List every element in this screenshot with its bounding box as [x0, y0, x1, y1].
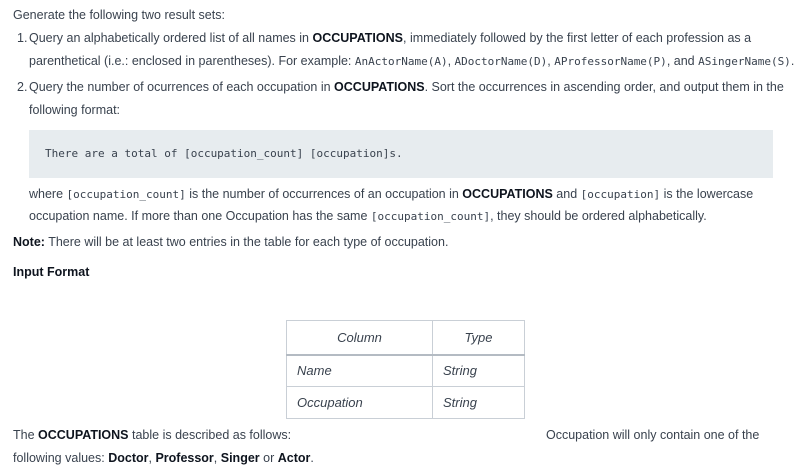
item-1-line-1 [29, 31, 751, 45]
described-right-text: Occupation will only contain one of the [546, 428, 760, 442]
where-text: is the number of occurrences of an occupation in [185, 187, 463, 201]
value-doctor: Doctor [108, 451, 149, 465]
table-row [287, 387, 525, 419]
described-line-1 [13, 428, 291, 442]
table-name: OCCUPATIONS [312, 31, 403, 45]
table-row [287, 355, 525, 387]
item-1-number: 1. [17, 31, 28, 45]
cell-type: String [433, 355, 525, 387]
where-text: and [552, 187, 581, 201]
described-text: following values: [13, 451, 109, 465]
table-header-row [287, 321, 525, 355]
separator: , [148, 451, 156, 465]
note-label: Note: [13, 235, 45, 249]
example-actor: AnActorName(A) [354, 55, 448, 68]
cell-column: Name [287, 355, 433, 387]
columns-table [286, 320, 525, 419]
described-line-2 [13, 451, 314, 465]
where-text: where [29, 187, 67, 201]
where-line-2 [29, 209, 707, 223]
input-format-heading [13, 265, 89, 279]
separator: , [447, 54, 455, 68]
item-1-example-intro: parenthetical (i.e.: enclosed in parentheses). For example: [29, 54, 355, 68]
example-doctor: ADoctorName(D) [454, 55, 548, 68]
table-name: OCCUPATIONS [462, 187, 553, 201]
item-2-line-2: following format: [29, 103, 121, 117]
item-2-text-end: . Sort the occurrences in ascending order, and output them in the [424, 80, 784, 94]
occupation-count-code: [occupation_count] [66, 188, 186, 201]
output-format-code-block [29, 130, 773, 178]
output-format-code: There are a total of [occupation_count] [occupation]s. [45, 147, 403, 160]
occupation-code: [occupation] [580, 188, 661, 201]
header-type: Type [433, 321, 525, 355]
where-line-1 [29, 187, 753, 201]
item-2-text: Query the number of ocurrences of each occupation in [29, 80, 335, 94]
separator: , [547, 54, 555, 68]
item-2-line-1 [29, 80, 784, 94]
separator: , [213, 451, 221, 465]
input-format-label: Input Format [13, 265, 90, 279]
separator: or [259, 451, 278, 465]
value-singer: Singer [220, 451, 260, 465]
item-2-number: 2. [17, 80, 28, 94]
occupation-count-code: [occupation_count] [370, 210, 491, 223]
example-professor: AProfessorName(P) [554, 55, 667, 68]
described-text: table is described as follows: [128, 428, 292, 442]
item-1-line-2 [29, 54, 794, 68]
example-singer: ASingerName(S) [698, 55, 791, 68]
header-column: Column [287, 321, 433, 355]
value-actor: Actor [277, 451, 311, 465]
where-text: is the lowercase [660, 187, 754, 201]
cell-type: String [433, 387, 525, 419]
where-text: , they should be ordered alphabetically. [490, 209, 707, 223]
where-text: occupation name. If more than one Occupation has the same [29, 209, 371, 223]
note [13, 235, 448, 249]
described-text: The [13, 428, 39, 442]
item-1-text: Query an alphabetically ordered list of all names in [29, 31, 313, 45]
intro-text: Generate the following two result sets: [13, 8, 225, 22]
value-professor: Professor [155, 451, 214, 465]
table-name: OCCUPATIONS [334, 80, 425, 94]
period: . [790, 54, 794, 68]
item-1-text-end: , immediately followed by the first letter of each profession as a [403, 31, 752, 45]
period: . [310, 451, 314, 465]
note-text: There will be at least two entries in the table for each type of occupation. [44, 235, 449, 249]
cell-column: Occupation [287, 387, 433, 419]
separator: , and [666, 54, 699, 68]
table-name: OCCUPATIONS [38, 428, 129, 442]
